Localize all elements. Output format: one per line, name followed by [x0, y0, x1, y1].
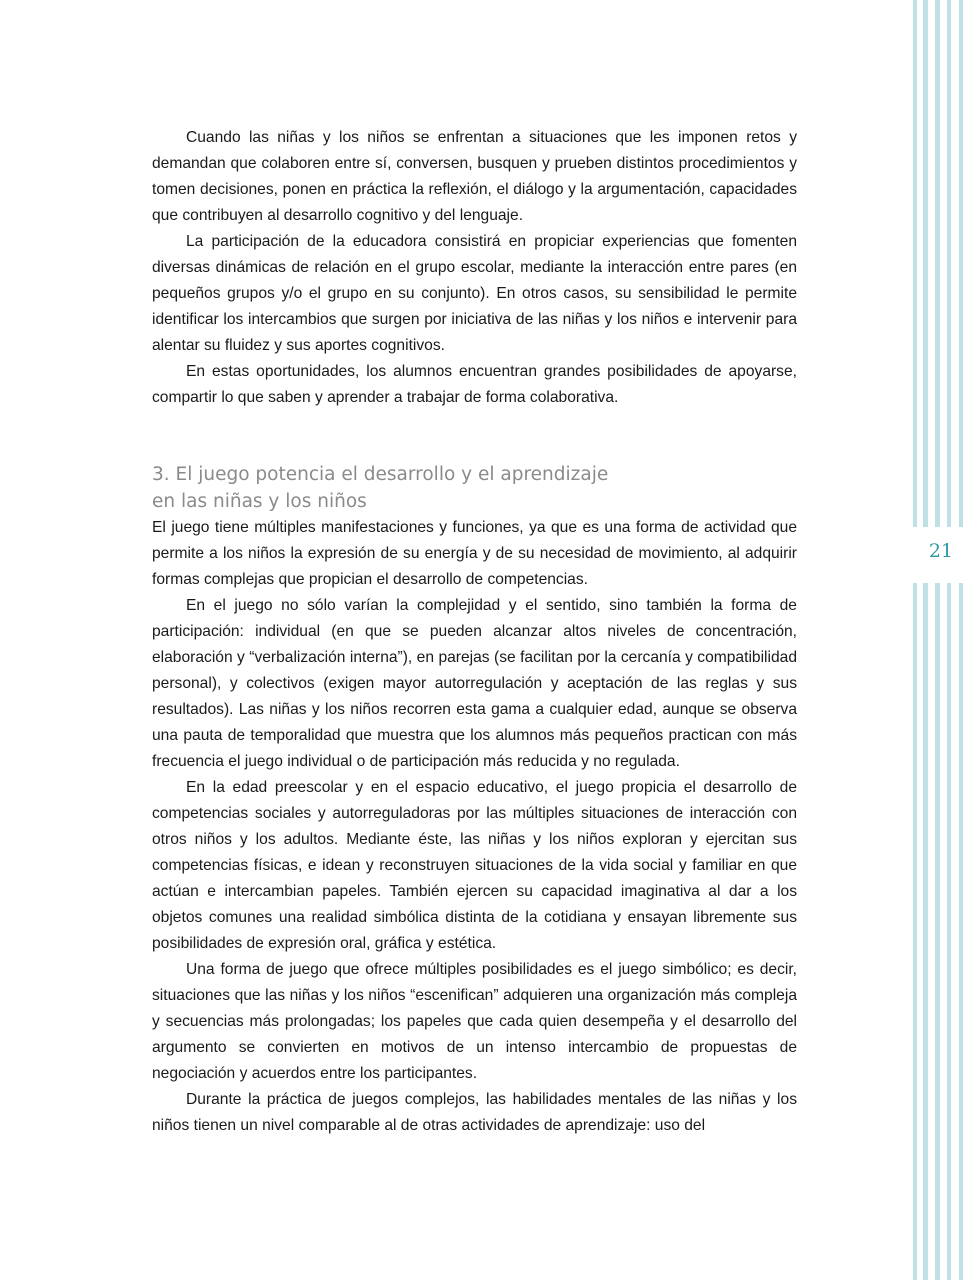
section-paragraph-1: El juego tiene múltiples manifestaciones y funciones, ya que es una forma de actividad que permite a los niños la expresión de su energía y de su necesidad de movimiento, al adquirir formas complejas que propician el desarrollo de competencias. [152, 519, 797, 588]
section-paragraph-5: Durante la práctica de juegos complejos, las habilidades mentales de las niñas y los niños tienen un nivel comparable al de otras actividades de aprendizaje: uso del [152, 1091, 797, 1134]
margin-stripe [935, 0, 940, 1280]
margin-stripe [947, 0, 951, 1280]
margin-stripes [913, 0, 972, 1280]
section-heading [152, 461, 797, 515]
intro-paragraph-1: Cuando las niñas y los niños se enfrentan a situaciones que les imponen retos y demandan que colaboren entre sí, conversen, busquen y prueben distintos procedimientos y tomen decisiones, ponen en práctica la reflexión, el diálogo y la argumentación, capacidades que contribuyen al desarrollo cognitivo y del lenguaje. [152, 129, 797, 224]
intro-paragraph-3: En estas oportunidades, los alumnos encuentran grandes posibilidades de apoyarse, compartir lo que saben y aprender a trabajar de forma colaborativa. [152, 363, 797, 406]
margin-stripe [913, 0, 917, 1280]
page-body [152, 125, 797, 1139]
page-number: 21 [928, 540, 954, 562]
intro-paragraph-2: La participación de la educadora consistirá en propiciar experiencias que fomenten diversas dinámicas de relación en el grupo escolar, mediante la interacción entre pares (en pequeños grupos y/o el grupo en su conjunto). En otros casos, su sensibilidad le permite identificar los intercambios que surgen por iniciativa de las niñas y los niños e intervenir para alentar su fluidez y sus aportes cognitivos. [152, 233, 797, 354]
section-paragraph-4: Una forma de juego que ofrece múltiples posibilidades es el juego simbólico; es decir, situaciones que las niñas y los niños “escenifican” adquieren una organización más compleja y secuencias más prolongadas; los papeles que cada quien desempeña y el desarrollo del argumento se convierten en motivos de un intenso intercambio de propuestas de negociación y acuerdos entre los participantes. [152, 961, 797, 1082]
section-heading-line-2: en las niñas y los niños [152, 491, 367, 512]
section-heading-line-1: 3. El juego potencia el desarrollo y el aprendizaje [152, 464, 609, 485]
margin-stripe [923, 0, 928, 1280]
section-paragraph-2: En el juego no sólo varían la complejidad y el sentido, sino también la forma de participación: individual (en que se pueden alcanzar altos niveles de concentración, elaboración y “verbalización interna”), en parejas (se facilitan por la cercanía y compatibilidad personal), y colectivos (exigen mayor autorregulación y aceptación de las reglas y sus resultados). Las niñas y los niños recorren esta gama a cualquier edad, aunque se observa una pauta de temporalidad que muestra que los alumnos más pequeños practican con más frecuencia el juego individual o de participación más reducida y no regulada. [152, 597, 797, 770]
section-paragraph-3: En la edad preescolar y en el espacio educativo, el juego propicia el desarrollo de competencias sociales y autorreguladoras por las múltiples situaciones de interacción con otros niños y los adultos. Mediante éste, las niñas y los niños exploran y ejercitan sus competencias físicas, e idean y reconstruyen situaciones de la vida social y familiar en que actúan e intercambian papeles. También ejercen su capacidad imaginativa al dar a los objetos comunes una realidad simbólica distinta de la cotidiana y ensayan libremente sus posibilidades de expresión oral, gráfica y estética. [152, 779, 797, 952]
margin-stripe [959, 0, 963, 1280]
